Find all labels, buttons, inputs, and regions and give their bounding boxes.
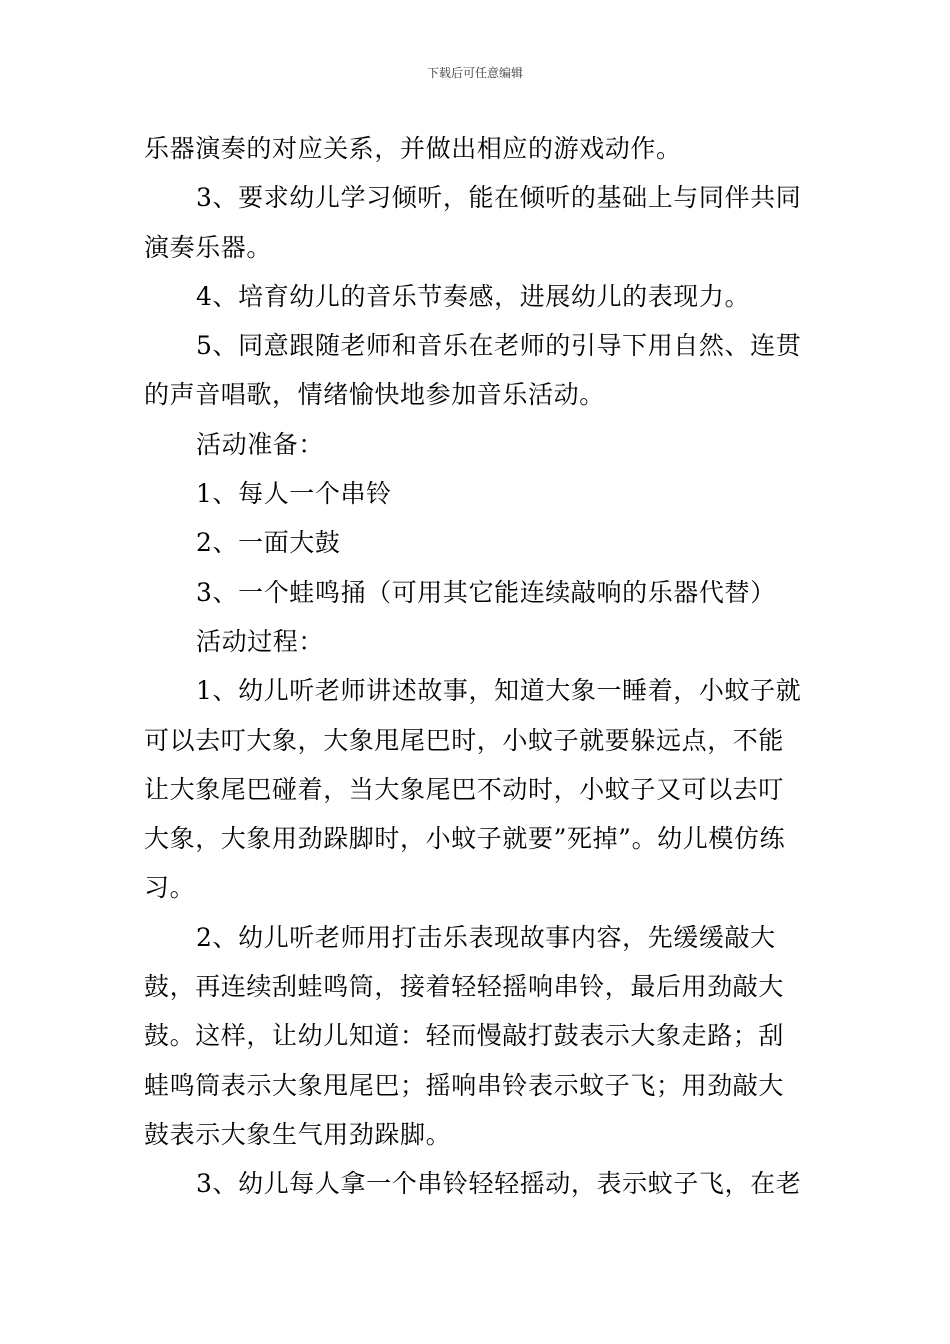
paragraph: 3、幼儿每人拿一个串铃轻轻摇动，表示蚊子飞，在老 (196, 1169, 802, 1199)
list-item: 3、一个蛙鸣捅（可用其它能连续敲响的乐器代替） (196, 577, 776, 607)
section-heading: 活动准备： (196, 429, 325, 459)
paragraph: 乐器演奏的对应关系，并做出相应的游戏动作。 (144, 134, 682, 163)
section-heading: 活动过程： (196, 626, 325, 656)
list-item: 1、每人一个串铃 (196, 479, 392, 509)
paragraph: 3、要求幼儿学习倾听，能在倾听的基础上与同伴共同演奏乐器。 (144, 183, 802, 262)
paragraph: 4、培育幼儿的音乐节奏感，进展幼儿的表现力。 (196, 281, 751, 311)
page-header: 下载后可任意编辑 (426, 66, 523, 80)
paragraph: 2、幼儿听老师用打击乐表现故事内容，先缓缓敲大鼓，再连续刮蛙鸣筒，接着轻轻摇响串铃，最后用劲敲大鼓。这样，让幼儿知道：轻而慢敲打鼓表示大象走路；刮蛙鸣筒表示大象甩尾巴；摇响串铃表示蚊子飞；用劲敲大鼓表示大象生气用劲跺脚。 (144, 922, 785, 1149)
list-item: 2、一面大鼓 (196, 528, 341, 558)
paragraph: 5、同意跟随老师和音乐在老师的引导下用自然、连贯的声音唱歌，情绪愉快地参加音乐活动。 (144, 331, 802, 410)
paragraph: 1、幼儿听老师讲述故事，知道大象一睡着，小蚊子就可以去叮大象，大象甩尾巴时，小蚊子就要躲远点，不能让大象尾巴碰着，当大象尾巴不动时，小蚊子又可以去叮大象，大象用劲跺脚时，小蚊子就要”死掉”。幼儿模仿练习。 (144, 676, 802, 903)
document-body (144, 124, 808, 1209)
